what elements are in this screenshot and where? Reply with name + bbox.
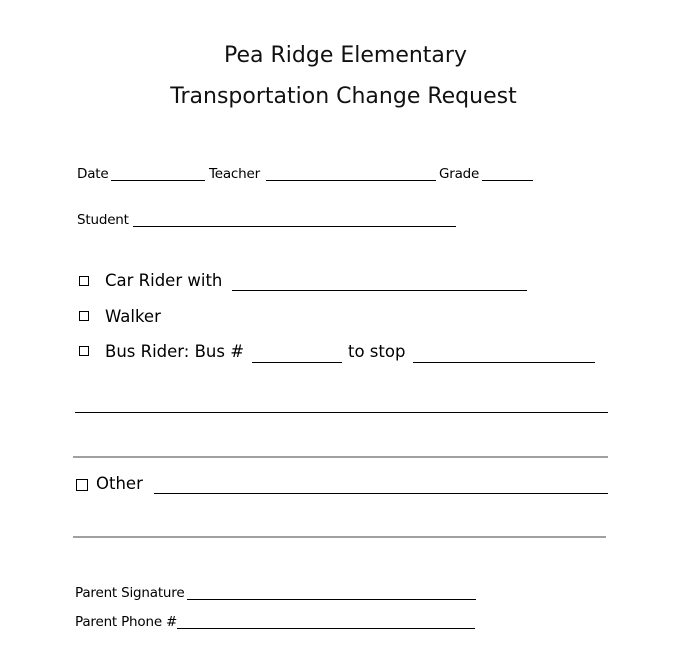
other-field[interactable] [154, 493, 608, 494]
bus-stop-field[interactable] [413, 362, 595, 363]
other-checkbox[interactable] [76, 479, 88, 491]
date-label: Date [77, 166, 109, 182]
writing-line-1[interactable] [75, 412, 608, 413]
walker-label: Walker [105, 307, 161, 326]
form-title: Transportation Change Request [170, 84, 517, 109]
student-label: Student [77, 212, 129, 228]
date-field[interactable] [111, 180, 205, 181]
to-stop-label: to stop [348, 342, 406, 361]
grade-field[interactable] [482, 180, 533, 181]
school-name: Pea Ridge Elementary [224, 43, 467, 68]
writing-line-2[interactable] [73, 456, 608, 458]
parent-phone-field[interactable] [177, 628, 475, 629]
writing-line-3[interactable] [73, 536, 606, 538]
teacher-field[interactable] [266, 180, 436, 181]
car-rider-checkbox[interactable] [79, 276, 89, 286]
parent-signature-label: Parent Signature [75, 585, 185, 601]
student-field[interactable] [133, 226, 456, 227]
bus-number-field[interactable] [252, 362, 342, 363]
car-rider-label: Car Rider with [105, 271, 223, 290]
parent-phone-label: Parent Phone # [75, 614, 178, 630]
parent-signature-field[interactable] [187, 599, 476, 600]
walker-checkbox[interactable] [79, 311, 89, 321]
bus-rider-checkbox[interactable] [79, 346, 89, 356]
car-rider-field[interactable] [232, 290, 527, 291]
teacher-label: Teacher [209, 166, 260, 182]
other-label: Other [96, 474, 143, 493]
bus-rider-label: Bus Rider: Bus # [105, 342, 245, 361]
grade-label: Grade [439, 166, 480, 182]
